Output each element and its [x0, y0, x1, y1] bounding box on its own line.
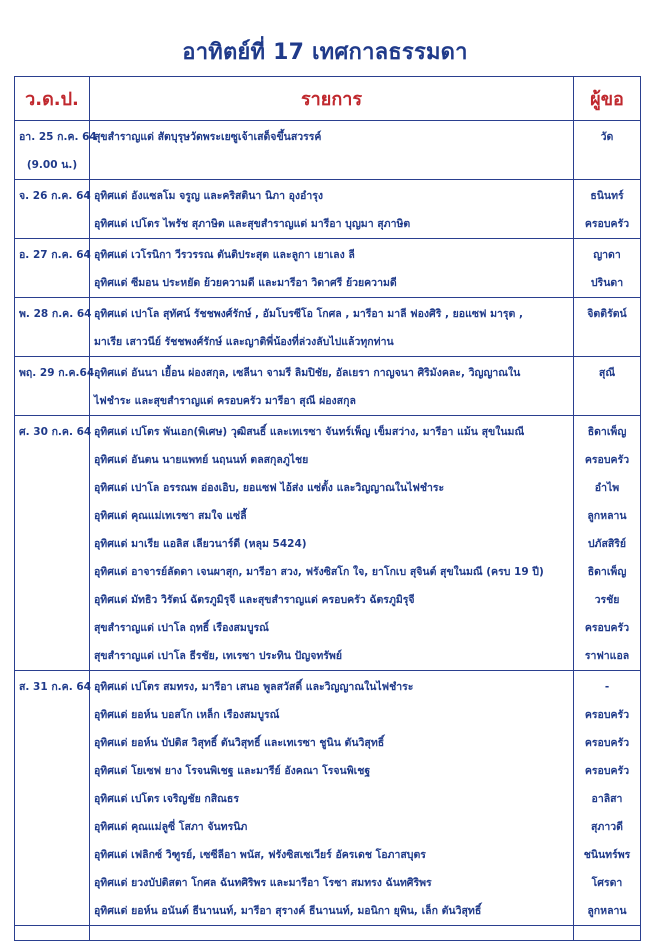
table-row [15, 357, 641, 416]
empty-cell [90, 926, 574, 941]
date-cell [15, 121, 97, 180]
requester-name: ราฟาแอล [584, 650, 630, 662]
intention-line: อุทิศแด่ เปาโล สุทัศน์ รัชชพงศ์รักษ์ , อัมโบรซีโอ โกศล , มารีอา มาลี ฟองศิริ , ยอแซฟ มารุต , [94, 308, 524, 320]
intention-line: อุทิศแด่ เปโตร สมทรง, มารีอา เสนอ พูลสวัสดิ์ และวิญญาณในไฟชำระ [94, 681, 414, 693]
intention-line: อุทิศแด่ เปโตร พันเอก(พิเศษ) วุฒิสนธิ์ และเทเรซา จันทร์เพ็ญ เข็มสว่าง, มารีอา แม้น สุขในมณี [94, 426, 525, 438]
date-time-text: (9.00 น.) [26, 159, 78, 171]
requester-name: จิตติรัตน์ [587, 308, 627, 320]
requester-name: อาลิสา [591, 793, 623, 805]
intention-cell [90, 298, 574, 357]
intention-line: อุทิศแด่ โยเซฟ ยาง โรจนพิเชฐ และมารีย์ อังคณา โรจนพิเชฐ [94, 765, 371, 777]
date-text: ศ. 30 ก.ค. 64 [19, 426, 92, 438]
intention-line: อุทิศแด่ เปโตร ไพรัช สุภาษิต และสุขสำราญแด่ มารีอา บุญมา สุภาษิต [94, 218, 411, 230]
requester-name: ครอบครัว [584, 765, 630, 777]
intention-line: สุขสำราญแด่ เปาโล ฤทธิ์ เรืองสมบูรณ์ [94, 622, 269, 634]
date-text: จ. 26 ก.ค. 64 [19, 190, 91, 202]
requester-name: โศรดา [591, 877, 623, 889]
page-title: อาทิตย์ที่ 17 เทศกาลธรรมดา [182, 40, 468, 65]
mass-intention-table [14, 76, 641, 941]
intention-line: อุทิศแด่ อันนา เยื้อน ผ่องสกุล, เซลีนา จามรี ลิมปิชัย, อัลเยรา กาญจนา ศิริมังคละ, วิญญาณใน [94, 367, 521, 379]
requester-cell [574, 239, 641, 298]
table-row-partial [15, 926, 641, 941]
table-row [15, 671, 641, 926]
requester-cell [574, 298, 641, 357]
requester-cell [574, 416, 641, 671]
requester-name: อำไพ [594, 482, 620, 494]
requester-name: สุภาวดี [591, 821, 623, 833]
intention-line: อุทิศแด่ มาเรีย แอลิส เลียวนาร์ดี (หลุม 5424) [94, 538, 307, 550]
requester-name: ปภัสสิริย์ [587, 538, 627, 550]
requester-name: ครอบครัว [584, 737, 630, 749]
requester-name: ครอบครัว [584, 218, 630, 230]
requester-name: ครอบครัว [584, 622, 630, 634]
date-cell [15, 298, 90, 357]
date-cell [15, 357, 95, 416]
empty-cell [574, 926, 641, 941]
requester-name: ลูกหลาน [587, 510, 627, 522]
requester-cell [574, 671, 641, 926]
intention-line: อุทิศแด่ ยอห์น บัปติส วิสุทธิ์ ตันวิสุทธิ์ และเทเรซา ชูนิน ตันวิสุทธิ์ [94, 737, 385, 749]
requester-cell [574, 180, 641, 239]
intention-line: สุขสำราญแด่ เปาโล ธีรชัย, เทเรซา ประทิน ปัญจทรัพย์ [94, 650, 342, 662]
empty-cell [15, 926, 90, 941]
requester-cell [574, 357, 641, 416]
table-row [15, 298, 641, 357]
intention-line: อุทิศแด่ ยอห์น อนันต์ ธีนานนท์, มารีอา สุรางค์ ธีนานนท์, มอนิกา ยุพิน, เล็ก ตันวิสุทธิ์ [94, 905, 482, 917]
requester-name: วัด [600, 131, 614, 143]
intention-line: อุทิศแด่ เฟลิกซ์ วิฑูรย์, เซซีลีอา พนัส, ฟรังซิสเซเวียร์ อัครเดช โอภาสบุตร [94, 849, 426, 861]
table-row [15, 180, 641, 239]
requester-name: ธิดาเพ็ญ [587, 566, 627, 578]
requester-name: ครอบครัว [584, 709, 630, 721]
requester-cell [574, 121, 641, 180]
date-cell [15, 239, 90, 298]
table-header-row [15, 77, 641, 121]
intention-line: อุทิศแด่ คุณแม่ลูซี่ โสภา จันทรนิภ [94, 821, 248, 833]
header-date: ว.ด.ป. [15, 77, 90, 121]
table-row [15, 121, 641, 180]
date-text: พฤ. 29 ก.ค.64 [19, 367, 95, 379]
date-cell [15, 180, 90, 239]
intention-cell [90, 357, 574, 416]
intention-line: อุทิศแด่ อังแซลโม จรูญ และคริสตินา นิภา อุงอำรุง [94, 190, 324, 202]
requester-name: ธนินทร์ [590, 190, 624, 202]
intention-line: อุทิศแด่ เปาโล อรรณพ อ่องเอิบ, ยอแซฟ ไอ้ส่ง แซ่ตั้ง และวิญญาณในไฟชำระ [94, 482, 445, 494]
requester-name: วรชัย [594, 594, 620, 606]
intention-line: มาเรีย เสาวนีย์ รัชชพงศ์รักษ์ และญาติพี่น้องที่ล่วงลับไปแล้วทุกท่าน [94, 336, 394, 348]
date-text: อา. 25 ก.ค. 64 [19, 131, 97, 143]
requester-name: ปรินดา [590, 277, 624, 289]
requester-name: ธิดาเพ็ญ [587, 426, 627, 438]
table-row [15, 239, 641, 298]
date-text: ส. 31 ก.ค. 64 [19, 681, 91, 693]
requester-name: สุณี [598, 367, 616, 379]
intention-cell [90, 416, 574, 671]
intention-line: อุทิศแด่ มัทธิว วิรัตน์ ฉัตรภูมิรุจี และสุขสำราญแด่ ครอบครัว ฉัตรภูมิรุจี [94, 594, 415, 606]
header-requester: ผู้ขอ [574, 77, 641, 121]
intention-cell [90, 121, 574, 180]
intention-line: สุขสำราญแด่ สัตบุรุษวัดพระเยซูเจ้าเสด็จขึ้นสวรรค์ [94, 131, 322, 143]
requester-name: - [604, 681, 610, 693]
table-row [15, 416, 641, 671]
intention-line: อุทิศแด่ ซีมอน ประหยัด ย้วยความดี และมารีอา วิดาศรี ย้วยความดี [94, 277, 397, 289]
intention-cell [90, 671, 574, 926]
intention-line: อุทิศแด่ อันตน นายแพทย์ นฤนนท์ ตลสกุลภูไชย [94, 454, 309, 466]
date-text: พ. 28 ก.ค. 64 [19, 308, 92, 320]
intention-line: อุทิศแด่ ยอห์น บอสโก เหล็ก เรืองสมบูรณ์ [94, 709, 280, 721]
intention-line: อุทิศแด่ คุณแม่เทเรซา สมใจ แซ่ลี้ [94, 510, 247, 522]
intention-line: อุทิศแด่ เวโรนิกา วีรวรรณ ตันติประสุต และลูกา เยาเลง ลี [94, 249, 355, 261]
date-text: อ. 27 ก.ค. 64 [19, 249, 91, 261]
intention-line: อุทิศแด่ อาจารย์ลัดดา เจนผาสุก, มารีอา สวง, ฟรังซิสโก ใจ, ยาโกเบ สุจินต์ สุขในมณี (ครบ 19 ปี) [94, 566, 544, 578]
date-cell [15, 671, 90, 926]
intention-cell [90, 239, 574, 298]
requester-name: ชนินทร์พร [583, 849, 631, 861]
requester-name: ครอบครัว [584, 454, 630, 466]
requester-name: ญาดา [593, 249, 621, 261]
intention-line: อุทิศแด่ เปโตร เจริญชัย กสิณธร [94, 793, 239, 805]
date-cell [15, 416, 90, 671]
intention-cell [90, 180, 574, 239]
header-items: รายการ [90, 77, 574, 121]
intention-line: ไฟชำระ และสุขสำราญแด่ ครอบครัว มารีอา สุณี ผ่องสกุล [94, 395, 356, 407]
intention-line: อุทิศแด่ ยวงบัปติสตา โกศล ฉันทศิริพร และมารีอา โรซา สมทรง ฉันทศิริพร [94, 877, 432, 889]
requester-name: ลูกหลาน [587, 905, 627, 917]
